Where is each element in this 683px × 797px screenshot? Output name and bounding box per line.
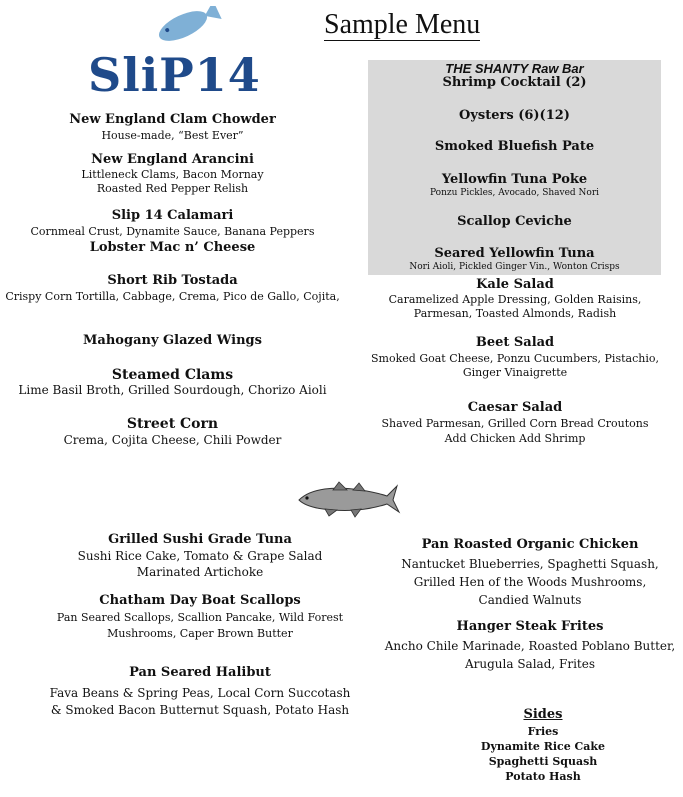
menu-item-name: Chatham Day Boat Scallops — [99, 593, 301, 608]
menu-item-desc: Pan Seared Scallops, Scallion Pancake, Wild Forest — [56, 611, 344, 624]
menu-item-name: Hanger Steak Frites — [456, 619, 604, 634]
raw-bar-item: Oysters (6)(12) — [459, 108, 570, 123]
menu-item-name: New England Arancini — [91, 152, 254, 167]
page-title: Sample Menu — [324, 9, 481, 40]
raw-bar-item: Smoked Bluefish Pate — [434, 139, 595, 154]
menu-item-desc: House-made, “Best Ever” — [101, 129, 244, 142]
menu-item-name: Slip 14 Calamari — [111, 208, 234, 223]
menu-item-name: Grilled Sushi Grade Tuna — [108, 532, 292, 547]
fish-divider-icon — [295, 478, 401, 520]
menu-item-desc: Smoked Goat Cheese, Ponzu Cucumbers, Pistachio, — [371, 352, 659, 365]
menu-item-name: Beet Salad — [475, 335, 555, 350]
menu-item-desc: Fava Beans & Spring Peas, Local Corn Succotash — [49, 686, 351, 700]
menu-item-name: Kale Salad — [476, 277, 554, 292]
menu-item-desc: Candied Walnuts — [478, 593, 582, 607]
logo-text: SliP14 — [88, 48, 261, 102]
menu-item-desc: Cornmeal Crust, Dynamite Sauce, Banana Peppers — [30, 225, 315, 238]
menu-item-name: Mahogany Glazed Wings — [83, 333, 262, 348]
menu-item-desc: Roasted Red Pepper Relish — [96, 182, 249, 195]
menu-item-name: Pan Roasted Organic Chicken — [421, 537, 639, 552]
menu-item-desc: Sushi Rice Cake, Tomato & Grape Salad — [77, 549, 323, 563]
menu-item-desc: Crema, Cojita Cheese, Chili Powder — [63, 433, 282, 447]
menu-item-desc: Nantucket Blueberries, Spaghetti Squash, — [401, 557, 659, 571]
menu-item-name: Short Rib Tostada — [107, 273, 238, 288]
menu-item-desc: Grilled Hen of the Woods Mushrooms, — [413, 575, 647, 589]
menu-item-desc: Lime Basil Broth, Grilled Sourdough, Chorizo Aioli — [18, 383, 327, 397]
raw-bar-item: Scallop Ceviche — [457, 214, 572, 229]
menu-item-desc: Ancho Chile Marinade, Roasted Poblano Butter, — [384, 639, 676, 653]
sides-item: Dynamite Rice Cake — [480, 740, 606, 753]
menu-item-desc: Marinated Artichoke — [136, 565, 264, 579]
menu-item-desc: Littleneck Clams, Bacon Mornay — [81, 168, 264, 181]
menu-item-desc: Arugula Salad, Frites — [464, 657, 595, 671]
raw-bar-title: THE SHANTY Raw Bar — [445, 61, 584, 76]
menu-item-name: Lobster Mac n’ Cheese — [89, 240, 256, 255]
menu-item-desc: & Smoked Bacon Butternut Squash, Potato Hash — [50, 703, 350, 717]
menu-item-name: Pan Seared Halibut — [129, 665, 271, 680]
restaurant-logo — [88, 6, 261, 102]
raw-bar-item: Shrimp Cocktail (2) — [442, 75, 587, 90]
sides-title: Sides — [523, 707, 563, 722]
menu-item-desc: Ginger Vinaigrette — [462, 366, 568, 379]
menu-item-name: Street Corn — [126, 416, 219, 432]
menu-item-desc: Crispy Corn Tortilla, Cabbage, Crema, Pico de Gallo, Cojita, — [5, 290, 340, 303]
raw-bar-item-desc: Nori Aioli, Pickled Ginger Vin., Wonton Crisps — [409, 262, 620, 272]
menu-item-desc: Caramelized Apple Dressing, Golden Raisins, — [388, 293, 642, 306]
raw-bar-box — [368, 60, 661, 275]
menu-item-desc: Mushrooms, Caper Brown Butter — [107, 627, 293, 640]
sides-item: Potato Hash — [505, 770, 581, 783]
sides-item: Fries — [527, 725, 559, 738]
menu-item-name: Steamed Clams — [111, 367, 234, 383]
menu-item-name: New England Clam Chowder — [69, 112, 276, 127]
raw-bar-item-desc: Ponzu Pickles, Avocado, Shaved Nori — [429, 188, 600, 198]
raw-bar-item: Seared Yellowfin Tuna — [434, 246, 595, 261]
sides-item: Spaghetti Squash — [488, 755, 598, 768]
raw-bar-item: Yellowfin Tuna Poke — [441, 172, 588, 187]
menu-item-name: Caesar Salad — [467, 400, 563, 415]
menu-item-desc: Parmesan, Toasted Almonds, Radish — [413, 307, 617, 320]
menu-item-desc: Shaved Parmesan, Grilled Corn Bread Croutons — [381, 417, 649, 430]
menu-item-desc: Add Chicken Add Shrimp — [444, 432, 586, 445]
